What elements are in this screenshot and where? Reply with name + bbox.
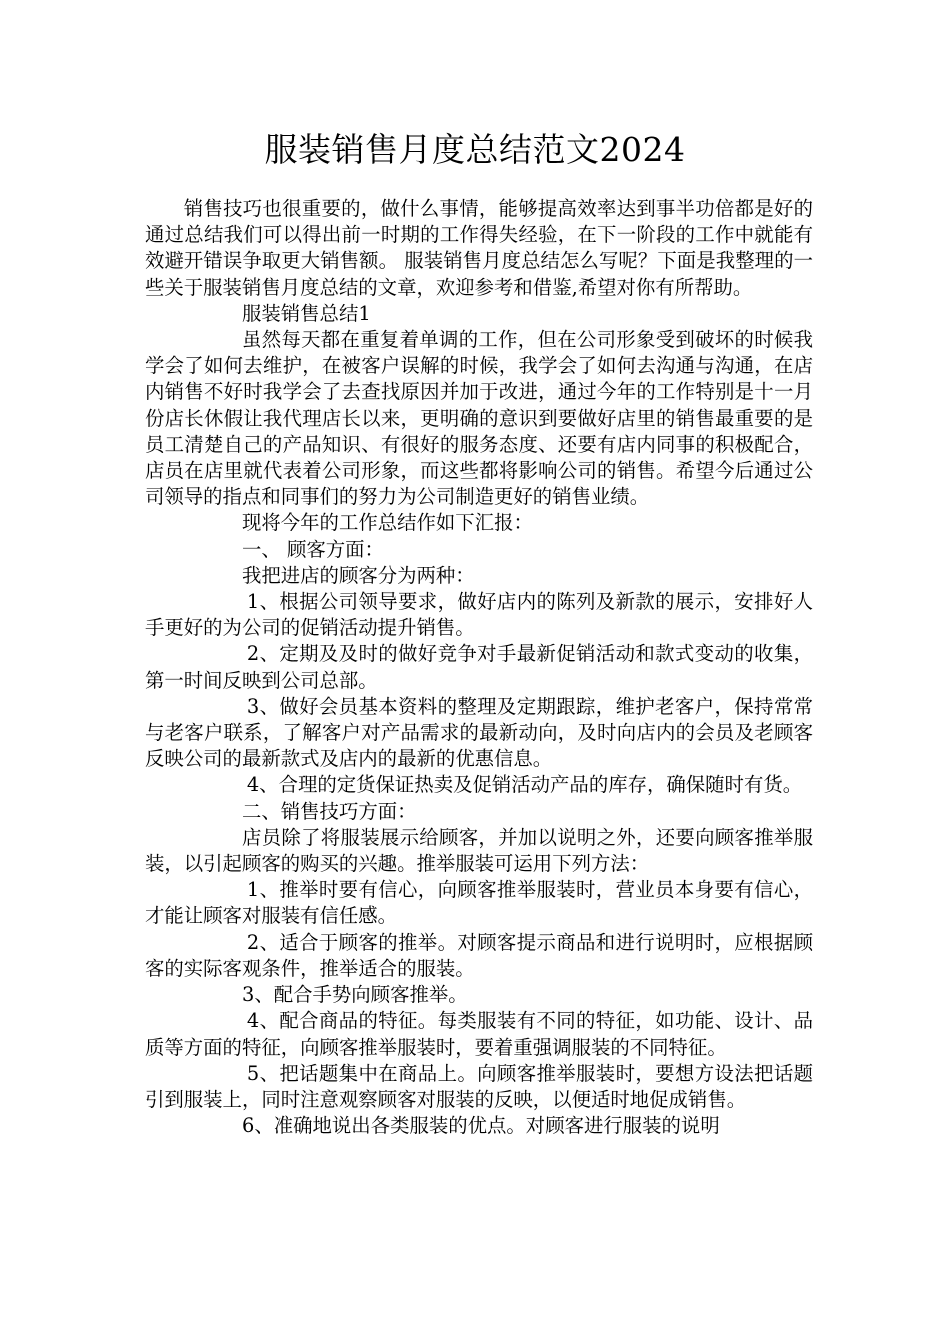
document-title: 服装销售月度总结范文2024 [264, 130, 686, 169]
list-item: 6、准确地说出各类服装的优点。对顾客进行服装的说明 [242, 1114, 720, 1138]
list-item: 1、推举时要有信心，向顾客推举服装时，营业员本身要有信心，才能让顾客对服装有信任感。 [145, 878, 813, 928]
list-item: 2、适合于顾客的推举。对顾客提示商品和进行说明时，应根据顾客的实际客观条件，推举适合的服装。 [145, 930, 813, 980]
section-heading: 二、销售技巧方面： [242, 799, 417, 823]
body-paragraph: 我把进店的顾客分为两种： [242, 563, 475, 587]
body-paragraph: 现将今年的工作总结作如下汇报： [242, 511, 533, 535]
body-paragraph: 虽然每天都在重复着单调的工作，但在公司形象受到破坏的时候我学会了如何去维护，在被客户误解的时候，我学会了如何去沟通与沟通，在店内销售不好时我学会了去查找原因并加于改进，通过今年的工作特别是十一月份店长休假让我代理店长以来，更明确的意识到要做好店里的销售最重要的是员工清楚自己的产品知识、有很好的服务态度、还要有店内同事的积极配合，店员在店里就代表着公司形象，而这些都将影响公司的销售。希望今后通过公司领导的指点和同事们的努力为公司制造更好的销售业绩。 [145, 328, 813, 509]
section-heading: 服装销售总结1 [242, 301, 371, 325]
list-item: 5、把话题集中在商品上。向顾客推举服装时，要想方设法把话题引到服装上，同时注意观察顾客对服装的反映，以便适时地促成销售。 [145, 1061, 813, 1111]
list-item: 1、根据公司领导要求，做好店内的陈列及新款的展示，安排好人手更好的为公司的促销活动提升销售。 [145, 590, 813, 640]
body-paragraph: 店员除了将服装展示给顾客，并加以说明之外，还要向顾客推举服装，以引起顾客的购买的兴趣。推举服装可运用下列方法： [145, 825, 813, 876]
list-item: 4、配合商品的特征。每类服装有不同的特征，如功能、设计、品质等方面的特征，向顾客推举服装时，要着重强调服装的不同特征。 [145, 1009, 813, 1059]
document-body [145, 196, 813, 1139]
list-item: 4、合理的定货保证热卖及促销活动产品的库存，确保随时有货。 [246, 773, 803, 797]
intro-paragraph: 销售技巧也很重要的，做什么事情，能够提高效率达到事半功倍都是好的 通过总结我们可以得出前一时期的工作得失经验，在下一阶段的工作中就能有效避开错误争取更大销售额。 服装销售月度总结怎么写呢？下面是我整理的一些关于服装销售月度总结的文章，欢迎参考和借鉴,希望对你有所帮助。 [145, 197, 813, 299]
list-item: 2、定期及及时的做好竞争对手最新促销活动和款式变动的收集，第一时间反映到公司总部。 [145, 642, 813, 692]
section-heading: 一、 顾客方面： [242, 537, 384, 561]
list-item: 3、做好会员基本资料的整理及定期跟踪，维护老客户，保持常常与老客户联系，了解客户对产品需求的最新动向，及时向店内的会员及老顾客反映公司的最新款式及店内的最新的优惠信息。 [145, 694, 813, 771]
list-item: 3、配合手势向顾客推举。 [242, 983, 468, 1007]
